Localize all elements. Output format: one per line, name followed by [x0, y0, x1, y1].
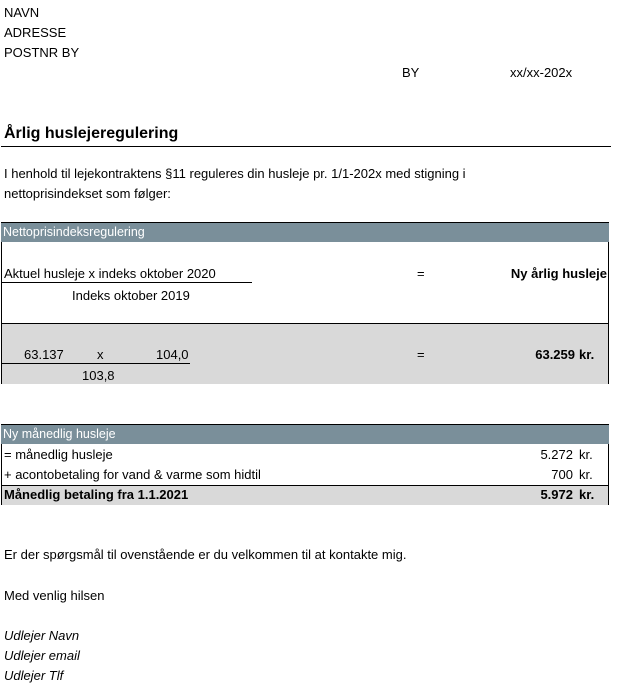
intro-line-1: I henhold til lejekontraktens §11 reguleres din husleje pr. 1/1-202x med stigning i [4, 166, 466, 181]
index-section-heading: Nettoprisindeksregulering [1, 223, 609, 242]
formula-denominator: Indeks oktober 2019 [72, 288, 190, 303]
calc-unit: kr. [579, 347, 595, 362]
monthly-rent-label: = månedlig husleje [4, 447, 113, 462]
letter-city: BY [402, 65, 420, 80]
calc-equals: = [417, 347, 425, 362]
formula-equals: = [417, 266, 425, 281]
intro-line-2: nettoprisindekset som følger: [4, 186, 171, 201]
landlord-phone: Udlejer Tlf [4, 668, 64, 683]
calc-index-old: 103,8 [82, 368, 115, 383]
calc-fraction-line [2, 363, 190, 364]
closing-question: Er der spørgsmål til ovenstående er du velkommen til at kontakte mig. [4, 547, 407, 562]
recipient-address: ADRESSE [4, 25, 67, 40]
monthly-rent-unit: kr. [579, 447, 593, 462]
letter-date: xx/xx-202x [510, 65, 573, 80]
aconto-unit: kr. [579, 467, 593, 482]
recipient-postal: POSTNR BY [4, 45, 80, 60]
aconto-value: 700 [551, 467, 573, 482]
calc-index-new: 104,0 [156, 347, 189, 362]
recipient-name: NAVN [4, 5, 40, 20]
formula-numerator: Aktuel husleje x indeks oktober 2020 [4, 266, 216, 281]
monthly-section-heading: Ny månedlig husleje [1, 425, 609, 444]
formula-fraction-line [2, 282, 252, 283]
aconto-label: + acontobetaling for vand & varme som hidtil [4, 467, 261, 482]
formula-result-label: Ny årlig husleje [510, 266, 607, 281]
calc-result: 63.259 [535, 347, 575, 362]
calc-times: x [97, 347, 104, 362]
monthly-rent-value: 5.272 [540, 447, 573, 462]
page-title: Årlig huslejeregulering [4, 125, 179, 142]
landlord-email: Udlejer email [4, 648, 80, 663]
closing-greeting: Med venlig hilsen [4, 588, 105, 603]
calc-rent: 63.137 [24, 347, 64, 362]
total-unit: kr. [579, 487, 595, 502]
total-label: Månedlig betaling fra 1.1.2021 [4, 487, 189, 502]
title-underline [1, 146, 611, 147]
landlord-name: Udlejer Navn [4, 628, 80, 643]
total-value: 5.972 [540, 487, 573, 502]
